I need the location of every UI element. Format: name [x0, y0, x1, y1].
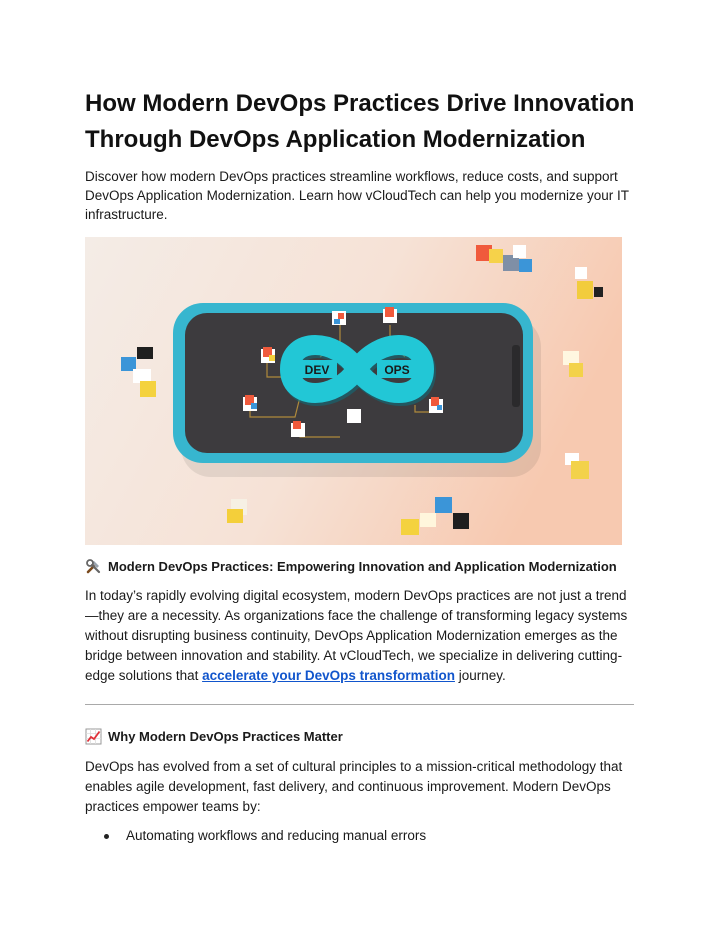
- list-item-text: Automating workflows and reducing manual errors: [126, 828, 427, 843]
- bullet-list: [85, 826, 426, 846]
- section-heading-text: Why Modern DevOps Practices Matter: [108, 729, 343, 744]
- device-illustration: [173, 303, 541, 477]
- divider: [85, 704, 634, 705]
- section1-text-after: journey.: [454, 668, 506, 683]
- section1-text-before: In today’s rapidly evolving digital ecosystem, modern DevOps practices are not just a trend—they are a necessity. As organizations face the challenge of transforming legacy systems without disrupting business continuity, DevOps Application Modernization emerges as the bridge between innovation and stability. At vCloudTech, we specialize in delivering cutting-edge solutions that: [85, 588, 628, 683]
- accelerate-devops-link[interactable]: accelerate your DevOps transformation: [202, 668, 455, 683]
- bullet-icon: [104, 834, 109, 839]
- dev-label: DEV: [304, 363, 330, 377]
- section-heading-text: Modern DevOps Practices: Empowering Innovation and Application Modernization: [108, 559, 617, 574]
- intro-paragraph: Discover how modern DevOps practices streamline workflows, reduce costs, and support DevOps Application Modernization. Learn how vCloudTech can help you modernize your IT infrastructure.: [85, 169, 629, 222]
- tools-icon: [85, 558, 102, 575]
- chart-increasing-icon: [85, 728, 102, 745]
- devops-infinity-logo: [290, 345, 426, 396]
- list-item: [85, 826, 426, 846]
- section1-paragraph: [85, 586, 640, 686]
- section-heading-practices: [85, 558, 617, 575]
- hero-illustration: [85, 237, 622, 545]
- ops-label: OPS: [384, 363, 410, 377]
- page-title: How Modern DevOps Practices Drive Innovation Through DevOps Application Modernization: [85, 90, 635, 153]
- section-heading-why: [85, 728, 343, 745]
- section2-paragraph: DevOps has evolved from a set of cultural principles to a mission-critical methodology that enables agile development, fast delivery, and continuous improvement. Modern DevOps practices empower teams by:: [85, 759, 623, 814]
